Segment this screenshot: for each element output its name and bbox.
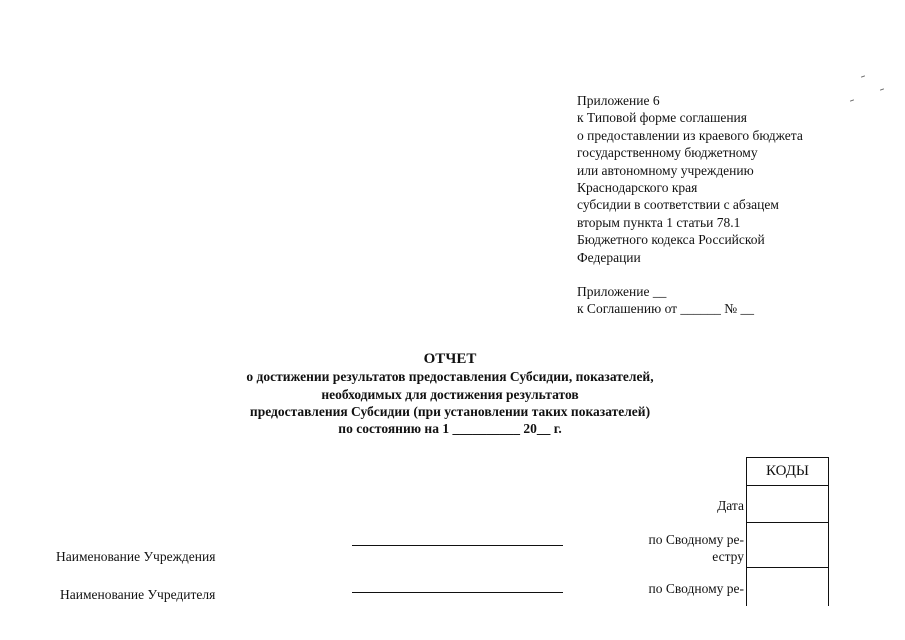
registry-label-line: по Сводному ре-: [648, 532, 744, 547]
appendix-line: к Типовой форме соглашения: [577, 110, 747, 126]
registry-label-line: естру: [712, 549, 744, 564]
appendix-line: или автономному учреждению: [577, 162, 754, 178]
appendix-line: вторым пункта 1 статьи 78.1: [577, 214, 741, 230]
founder-label: Наименование Учредителя: [60, 587, 216, 602]
report-title: ОТЧЕТ: [423, 351, 477, 367]
registry-code-cell-2[interactable]: [747, 568, 829, 607]
appendix-line: субсидии в соответствии с абзацем: [577, 197, 779, 213]
appendix-line: о предоставлении из краевого бюджета: [577, 127, 803, 143]
agreement-ref-line: к Соглашению от ______ № __: [577, 301, 755, 317]
agreement-ref-line: Приложение __: [577, 284, 667, 299]
appendix-line: Бюджетного кодекса Российской: [577, 232, 765, 248]
codes-header: КОДЫ: [747, 458, 829, 486]
report-subtitle-line: о достижении результатов предоставления Субсидии, показателей,: [246, 369, 654, 385]
institution-label: Наименование Учреждения: [56, 549, 216, 564]
appendix-line: Федерации: [577, 249, 641, 265]
scan-speck: [880, 88, 884, 90]
appendix-line: Приложение 6: [577, 93, 660, 108]
registry-label-2: по Сводному ре-: [648, 581, 744, 596]
report-heading: [200, 351, 700, 437]
registry-label: [649, 531, 745, 565]
scan-speck: [861, 75, 865, 77]
appendix-note: [577, 92, 803, 266]
founder-field[interactable]: [352, 592, 563, 593]
registry-code-cell[interactable]: [747, 523, 829, 568]
date-label: Дата: [717, 498, 744, 513]
agreement-reference: [577, 283, 754, 318]
scan-speck: [850, 99, 854, 101]
appendix-line: государственному бюджетному: [577, 145, 758, 161]
report-subtitle-line: необходимых для достижения результатов: [321, 386, 579, 402]
institution-field[interactable]: [352, 545, 563, 546]
codes-table: [746, 457, 829, 606]
appendix-line: Краснодарского края: [577, 180, 698, 196]
report-date-line: по состоянию на 1 __________ 20__ г.: [338, 421, 562, 437]
report-subtitle-line: предоставления Субсидии (при установлении таких показателей): [249, 403, 651, 419]
date-code-cell[interactable]: [747, 486, 829, 523]
